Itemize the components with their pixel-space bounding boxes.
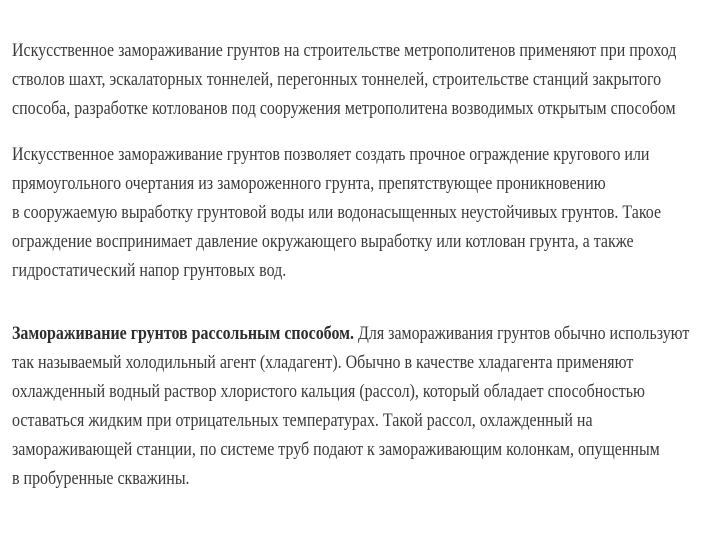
text-line bbox=[12, 319, 689, 348]
text-line: ограждение воспринимает давление окружающего выработку или котлован грунта, а также bbox=[12, 231, 634, 252]
paragraph-ground-freezing-purpose bbox=[12, 140, 661, 285]
text-line: стволов шахт, эскалаторных тоннелей, перегонных тоннелей, строительстве станций закрытого bbox=[12, 69, 662, 90]
paragraph-brine-method bbox=[12, 319, 689, 493]
text-line: прямоугольного очертания из замороженного грунта, препятствующее проникновению bbox=[12, 173, 606, 194]
text-line: способа, разработке котлованов под сооружения метрополитена возводимых открытым способом bbox=[12, 98, 676, 119]
text-line: оставаться жидким при отрицательных температурах. Такой рассол, охлажденный на bbox=[12, 410, 593, 431]
text-line: Искусственное замораживание грунтов позволяет создать прочное ограждение кругового или bbox=[12, 144, 650, 165]
text-line: замораживающей станции, по системе труб подают к замораживающим колонкам, опущенным bbox=[12, 439, 660, 460]
text-line: Искусственное замораживание грунтов на строительстве метрополитенов применяют при проход bbox=[12, 40, 677, 61]
heading-continuation: Для замораживания грунтов обычно используют bbox=[353, 323, 690, 344]
section-heading: Замораживание грунтов рассольным способом. bbox=[12, 323, 354, 344]
text-line: в пробуренные скважины. bbox=[12, 468, 190, 489]
text-line: охлажденный водный раствор хлористого кальция (рассол), который обладает способностью bbox=[12, 381, 645, 402]
text-line: гидростатический напор грунтовых вод. bbox=[12, 260, 287, 281]
text-line: так называемый холодильный агент (хладагент). Обычно в качестве хладагента применяют bbox=[12, 352, 634, 373]
paragraph-intro bbox=[12, 36, 676, 123]
text-line: в сооружаемую выработку грунтовой воды или водонасыщенных неустойчивых грунтов. Такое bbox=[12, 202, 662, 223]
